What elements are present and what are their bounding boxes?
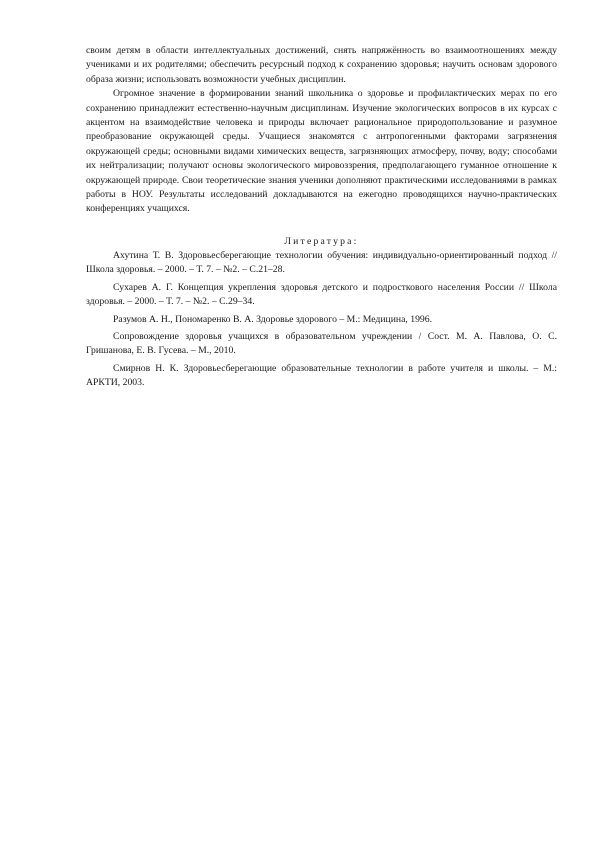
paragraph-continuation: своим детям в области интеллектуальных достижений, снять напряжённость во взаимоотношениях между учениками и их родителями; обеспечить ресурсный подход к сохранению здоровья; научить основам здорового образа жизни; использовать возможности учебных дисциплин. <box>86 45 557 85</box>
body-text <box>86 44 557 217</box>
reference-item: Сухарев А. Г. Концепция укрепления здоровья детского и подросткового населения России // Школа здоровья. – 2000. – Т. 7. – №2. – С.29–34. <box>86 281 557 308</box>
literature-heading: Литература: <box>284 235 359 247</box>
reference-item: Сопровождение здоровья учащихся в образовательном учреждении / Сост. М. А. Павлова, О. С. Гришанова, Е. В. Гусева. – М., 2010. <box>86 330 557 357</box>
reference-list <box>86 249 557 391</box>
reference-item: Смирнов Н. К. Здоровьесберегающие образовательные технологии в работе учителя и школы. – М.: АРКТИ, 2003. <box>86 362 557 389</box>
reference-item: Разумов А. Н., Пономаренко В. А. Здоровье здорового – М.: Медицина, 1996. <box>113 313 433 325</box>
paragraph-ecology: Огромное значение в формировании знаний школьника о здоровье и профилактических мерах по его сохранению принадлежит естественно-научным дисциплинам. Изучение экологических вопросов в их курсах с акцентом на взаимодействие человека и природы включает рациональное природопользование и разумное преобразование окружающей среды. Учащиеся знакомятся с антропогенными факторами загрязнения окружающей среды; основными видами химических веществ, загрязняющих атмосферу, почву, воду; способами их нейтрализации; получают основы экологического мировоззрения, предполагающего гуманное отношение к окружающей природе. Свои теоретические знания ученики дополняют практическими исследованиями в рамках работы в НОУ. Результаты исследований докладываются на ежегодно проводящихся научно-практических конференциях учащихся. <box>86 88 557 215</box>
reference-item: Ахутина Т. В. Здоровьесберегающие технологии обучения: индивидуально-ориентированный подход // Школа здоровья. – 2000. – Т. 7. – №2. – С.21–28. <box>86 249 557 276</box>
